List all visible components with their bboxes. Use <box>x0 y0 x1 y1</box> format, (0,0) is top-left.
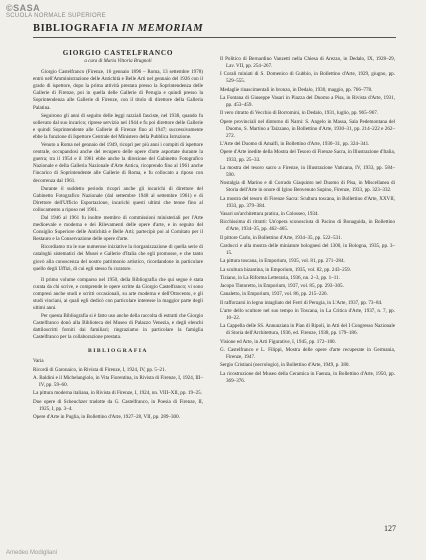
bibliography-entry: G. Castelfranco e L. Filippi, Mostra delle opere d'arte recuperate in Germania, Firenze, 1947. <box>220 346 395 361</box>
bibliography-entry: Carducci e alla mostra delle miniature bolognesi del 1300, in Bologna, 1935, pp. 3–15. <box>220 242 395 256</box>
watermark-subtitle: SCUOLA NORMALE SUPERIORE <box>6 13 106 19</box>
obituary-paragraph: Ricordiamo tra le sue numerose iniziative la riorganizzazione di quella serie di cataloghi sistematici dei Musei e Gallerie d'Italia che egli promosse, e che tanto giovò alla conoscenza del nostro patrimonio artistico, ricordandone in particolare quello degli Uffizi, di cui egli stesso fu curatore. <box>33 244 203 272</box>
bibliography-entry: Nostalgia di Marino e di Corrado Giaquinto nel Duomo di Pisa, in Miscellanea di Storia dell'Arte in onore di Igino Benvenuto Supino, Firenze, 1933, pp. 323–332. <box>220 180 395 194</box>
obituary-paragraph: Il primo volume comparso nel 1950, della Bibliografia che qui segue è stata curata da chi scrive, e comprende le opere scritte da Giorgio Castelfranco; vi sono compresi anche studi e scritti occasionali, su arte moderna e dell'Ottocento, e gli studi vinciani, ai quali egli dedicò con particolare interesse la maggior parte degli ultimi anni. <box>33 276 203 312</box>
obituary-paragraph: Venuto a Roma nel gennaio del 1949, ricoprì per più anni i compiti di ispettore centrale, occupandosi anche del recupero delle opere d'arte asportate durante la guerra; tra il 1954 e il 1961 ebbe anche la direzione del Gabinetto Fotografico Nazionale e della Galleria Nazionale d'Arte Antica, ricoprendo fino al 1961 anche l'incarico di Soprintendente alle Gallerie di Roma, e fu collocato a riposo con decorrenza dal 1961. <box>33 142 203 184</box>
bibliography-entry: La scultura bizantina, in Emporium, 1935, vol. 82, pp. 243–259. <box>220 266 352 273</box>
watermark-footer: Amedeo Modigliani <box>6 550 58 556</box>
bibliography-entry: La Cappella delle SS. Annunziata in Pian di Ripoli, in Atti del I Congresso Nazionale di Storia dell'Architettura, 1936, ed. Firenze, 1938, pp. 179–186. <box>220 323 395 337</box>
bibliography-entry: La mostra del tesoro di Firenze Sacra: Scultura toscana, in Bollettino d'Arte, XXVII, 1933, pp. 379–384. <box>220 195 395 209</box>
bibliography-entry: Il pittore Carlo, in Bollettino d'Arte, 1934–35, pp. 522–531. <box>220 234 342 241</box>
bibliography-entry: Il Politico di Bernardino Vanzetti nella Chiesa di Arezzo, in Dedalo, IX, 1928–29, Lav. VII, pp. 254–267. <box>220 56 395 70</box>
bibliography-entry: Ricordi di Garonaico, in Rivista di Firenze, I, 1924, IV, pp. 5–21. <box>33 366 166 373</box>
title-divider <box>33 37 396 38</box>
bibliography-entry: Tiziano, in La Riforma Letteraria, 1936, nn. 2–3, pp. 1–11. <box>220 274 340 281</box>
bibliography-entry: Il rafforzarsi in legno intagliato del Ferri di Perugia, in L'Arte, 1937, pp. 73–84. <box>220 299 383 306</box>
obituary-name: GIORGIO CASTELFRANCO <box>62 49 174 57</box>
bibliography-entry: Opere d'Arte in Puglia, in Bollettino d'Arte, 1927–28, VII, pp. 289–300. <box>33 414 180 421</box>
page-number: 127 <box>384 524 396 533</box>
bibliography-entry: Opere d'Arte inedite della Mostra del Tesoro di Firenze Sacra, in Illustrazione d'Italia, 1933, pp. 25–33. <box>220 149 395 163</box>
bibliography-entry: Ricchissima di ritratti: Un'opera sconosciuta di Pacino di Bonaguida, in Bollettino d'Arte, 1934–35, pp. 462–465. <box>220 219 395 233</box>
bibliography-entry: La Fontana di Giuseppe Vasari in Piazza del Duomo a Pisa, in Rivista d'Arte, 1931, pp. 453–459. <box>220 95 395 109</box>
bibliography-entry: I Corali miniati di S. Domenico di Gubbio, in Bollettino d'Arte, 1929, giugno, pp. 529–555. <box>220 71 395 85</box>
page-title-italic: IN MEMORIAM <box>121 23 204 34</box>
bibliography-entry: La pittura moderna italiana, in Rivista di Firenze, I, 1924, nn. VIII–XII, pp. 19–25. <box>33 390 202 397</box>
obituary-paragraph: Seguirono gli anni di seguito delle leggi razziali fasciste, nel 1938, quando fu sollevato dal suo incarico; riprese servizio nel 1944 e fu poi direttore delle Gallerie e quindi Soprintendente alle Gallerie di Firenze fino al 1947; successivamente ebbe la funzione di Ispettore Centrale del Ministero della Pubblica Istruzione. <box>33 112 203 140</box>
bibliography-entry: Jacopo Tintoretto, in Emporium, 1937, vol. 85, pp. 293–305. <box>220 283 344 290</box>
obituary-author: a cura di Maria Vittoria Brugnoli <box>84 59 152 64</box>
bibliography-entry: L'Arte del Duomo di Amalfi, in Bollettino d'Arte, 1930–31, pp. 324–341. <box>220 141 370 148</box>
page-title-plain: BIBLIOGRAFIA <box>33 23 122 34</box>
obituary-paragraph: Durante il suddetto periodo ricoprì anche gli incarichi di direttore del Gabinetto Fotografico Nazionale (dal settembre 1948 al settembre 1961) e di Direttore dell'Ufficio Esportazione, incarichi questi ultimi che tenne fino al collocamento a riposo nel 1961. <box>33 185 203 213</box>
bibliography-entry: La pittura toscana, in Emporium, 1935, vol. 81, pp. 271–284. <box>220 258 345 265</box>
bibliography-entry: L'arte dello scultore nel suo tempo in Toscana, in La Critica d'Arte, 1937, n. 7, pp. 10–22. <box>220 307 395 322</box>
bibliography-entry: Sergio Cristiani (necrologio), in Bollettino d'Arte, 1949, p. 380. <box>220 362 350 369</box>
obituary-paragraph: Dal 1946 al 1961 fu inoltre membro di commissioni ministeriali per l'Arte medioevale e moderna e dei Rilevamenti delle opere d'arte, e in seguito del Consiglio Superiore delle Antichità e Belle Arti; partecipò poi al Comitato per il Restauro e la Conservazione delle opere d'arte. <box>33 214 203 243</box>
watermark-logo <box>6 3 106 19</box>
obituary-paragraph: Per questa Bibliografia si è fatto uso anche della raccolta di estratti che Giorgio Castelfranco donò alla Biblioteca del Museo di Palazzo Venezia, e degli elenchi dattiloscritti forniti dai familiari; ringraziamo in particolare la famiglia Castelfranco per la collaborazione prestata. <box>33 313 203 341</box>
bibliography-entry: Opere provinciali nel dintorno di Narni: S. Angelo in Massa, Sala Pedemontana del Duomo, S. Martino a Taizzano, in Bollettino d'Arte, 1930–31, pp. 214–222 e 262–272. <box>220 118 395 139</box>
obituary-paragraph: Giorgio Castelfranco (Firenze, 16 gennaio 1896 – Roma, 13 settembre 1978) entrò nell'Amministrazione delle Antichità e Belle Arti nel gennaio del 1926 con il grado di ispettore, dopo la prima attività prestata presso la Soprintendenza delle Gallerie di Firenze, poi in quella delle Gallerie di Perugia e quindi presso la Soprintendenza alle Gallerie di Firenze, con il titolo di direttore della Galleria Palatina. <box>33 69 203 111</box>
left-column <box>33 46 203 422</box>
bibliography-entry: Il vero ritratto di Vecchio di Borromini, in Dedalo, 1931, luglio, pp. 965–967. <box>220 110 379 117</box>
bibliography-entry: La mostra del tesoro sacro a Firenze, in Illustrazione Vaticana, IV, 1933, pp. 584–590. <box>220 164 395 178</box>
right-column <box>220 56 395 386</box>
bibliography-entry: Canaletto, in Emporium, 1937, vol. 86, pp. 215–226. <box>220 291 328 298</box>
bibliography-entry: Due opere di Scheuchzer tradotte da G. Castelfranco, in Poesia di Firenze, II, 1925, I, pp. 3–4. <box>33 398 203 412</box>
bibliography-section: Varia <box>33 358 44 364</box>
bibliography-entry: Vasari un'architettura pratica, in Colosseo, 1934. <box>220 210 319 217</box>
obituary-heading <box>33 48 203 65</box>
bibliography-entry: La ricostruzione del Museo della Ceramica in Faenza, in Bollettino d'Arte, 1950, pp. 369–376. <box>220 370 395 384</box>
watermark-brand: ©SASA <box>6 3 41 13</box>
bibliography-heading: BIBLIOGRAFIA <box>88 347 148 354</box>
bibliography-entry: A. Baldini e il Michelangiolo, in Vita Fiorentina, in Rivista di Firenze, I, 1924, III–IV, pp. 59–60. <box>33 375 203 389</box>
page-title <box>33 23 203 34</box>
bibliography-entry: Visione ed Arte, in Arti Figurative, I, 1945, pp. 172–180. <box>220 338 336 345</box>
bibliography-entry: Medaglie rinascimentali in bronzo, in Dedalo, 1930, maggio, pp. 766–778. <box>220 86 373 93</box>
